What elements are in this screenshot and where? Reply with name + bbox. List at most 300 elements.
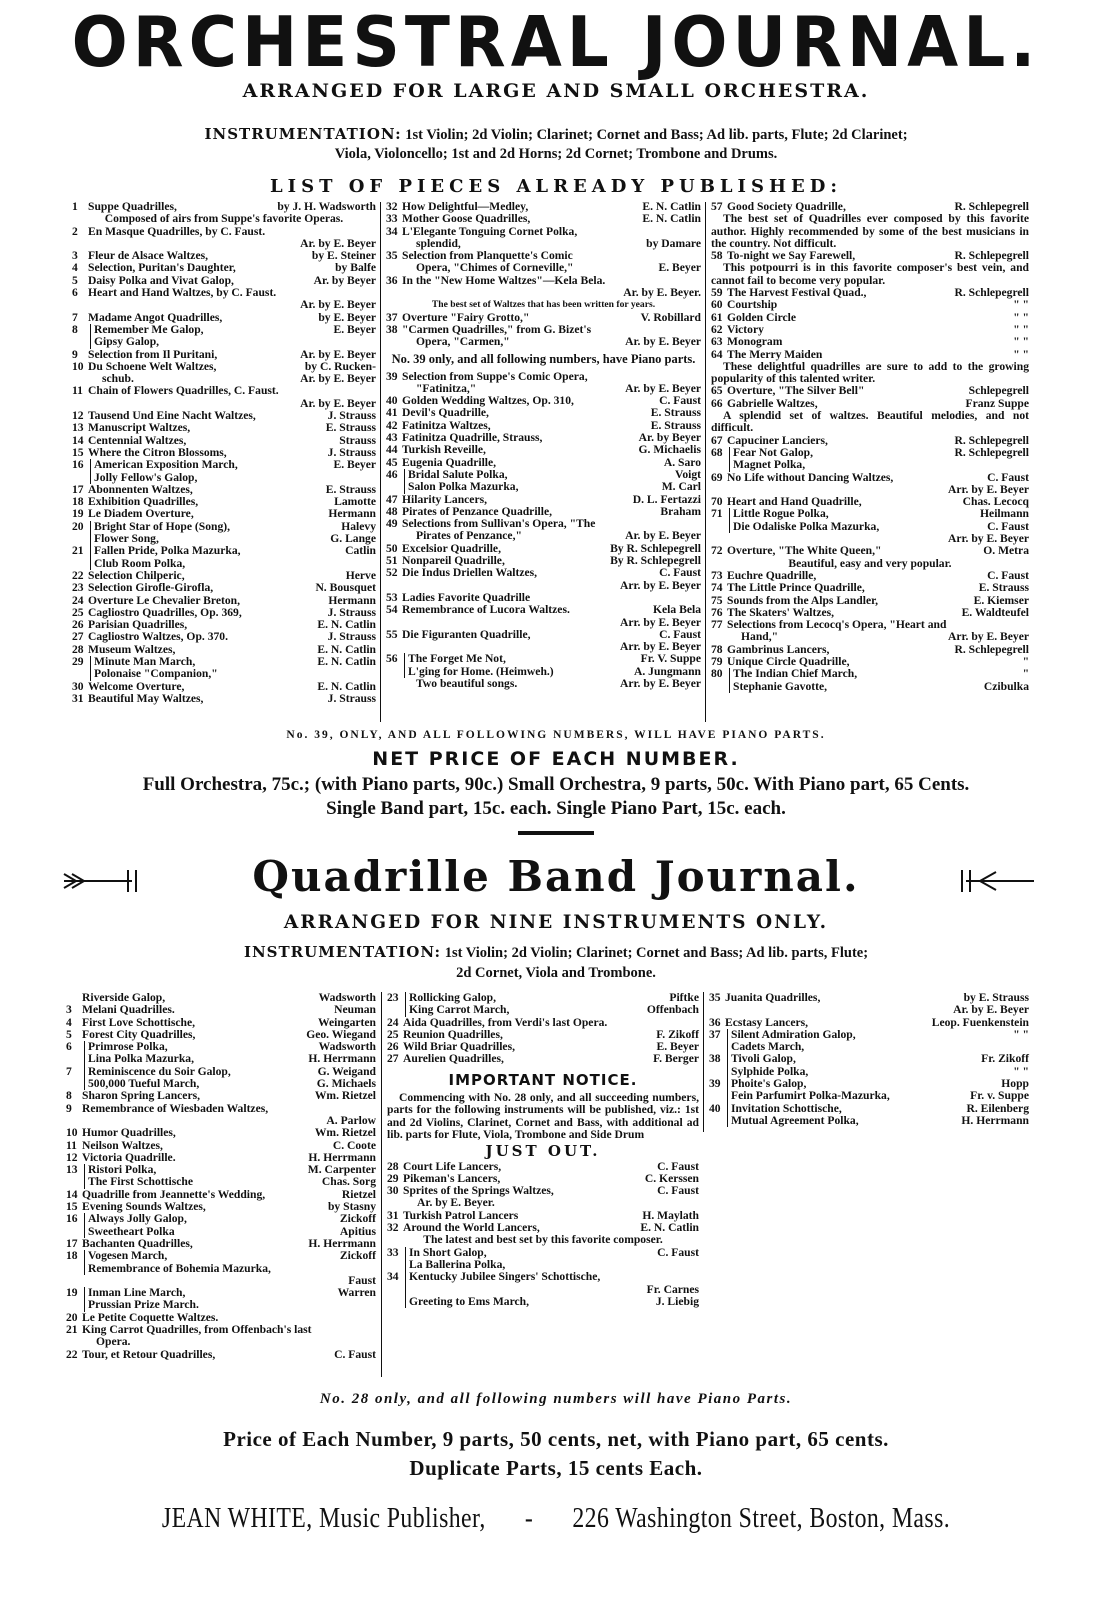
- piano-parts-note: No. 39, ONLY, AND ALL FOLLOWING NUMBERS, WILL HAVE PIANO PARTS.: [286, 729, 826, 741]
- item-number: 12: [72, 409, 84, 423]
- list-item: [387, 1161, 699, 1173]
- item-title: En Masque Quadrilles, by C. Faust.: [88, 225, 266, 238]
- item-number: 9: [72, 347, 78, 361]
- item-number: 66: [711, 396, 723, 410]
- list-item: [711, 582, 1029, 594]
- item-composer: J. Strauss: [327, 409, 376, 423]
- item-composer: G. Michaelis: [638, 443, 701, 457]
- item-title: Silent Admiration Galop,: [727, 1029, 1009, 1041]
- item-composer: Ar. by Beyer: [313, 273, 376, 287]
- item-title: Jolly Fellow's Galop,: [90, 472, 376, 484]
- item-number: 70: [711, 495, 723, 509]
- list-item: [709, 1004, 1029, 1016]
- item-number: [66, 1336, 82, 1348]
- item-number: 17: [72, 482, 84, 496]
- item-title: Mother Goose Quadrilles,: [402, 213, 531, 226]
- item-number: 67: [711, 433, 723, 447]
- ornamental-arrow-right-icon: [956, 866, 1036, 896]
- item-title: Remembrance of Bohemia Mazurka,: [84, 1263, 376, 1275]
- item-number: 43: [386, 431, 398, 445]
- item-number: 10: [72, 359, 84, 373]
- item-composer: Fr. v. Suppe: [970, 1089, 1029, 1103]
- list-item: [66, 1201, 376, 1213]
- item-composer: R. Schlepegrell: [954, 200, 1029, 213]
- item-number: 58: [711, 249, 723, 263]
- item-title: Wild Briar Quadrilles,: [403, 1041, 515, 1054]
- item-title: Sweetheart Polka: [84, 1226, 336, 1238]
- item-title: Turkish Patrol Lancers: [403, 1209, 519, 1222]
- item-title: Overture Le Chevalier Breton,: [88, 594, 240, 607]
- item-composer: E. Beyer: [333, 322, 376, 336]
- item-number: 5: [72, 273, 78, 287]
- item-composer: C. Faust: [657, 1159, 699, 1173]
- item-composer: Ar. by E. Beyer.: [623, 286, 701, 300]
- item-title: Le Petite Coquette Waltzes.: [82, 1311, 219, 1324]
- item-number: [387, 1284, 403, 1296]
- item-number: 28: [387, 1159, 399, 1173]
- item-composer: by E. Beyer: [318, 310, 376, 324]
- item-composer: E. Strauss: [978, 581, 1029, 595]
- item-composer: J. Strauss: [327, 691, 376, 705]
- list-item: [66, 1140, 376, 1152]
- item-composer: M. Carl: [661, 480, 701, 494]
- list-item: [66, 1312, 376, 1324]
- item-title: Monogram: [727, 336, 783, 349]
- item-number: 51: [386, 554, 398, 568]
- quadrille-piano-note: No. 28 only, and all following numbers will have Piano Parts.: [319, 1391, 793, 1407]
- item-title: Museum Waltzes,: [88, 643, 176, 656]
- item-title: Die Figuranten Quadrille,: [402, 628, 531, 641]
- item-title: Capuciner Lanciers,: [727, 434, 828, 447]
- item-title: Excelsior Quadrille,: [402, 542, 501, 555]
- item-composer: C. Faust: [987, 519, 1029, 533]
- subtitle: ARRANGED FOR LARGE AND SMALL ORCHESTRA.: [242, 80, 870, 102]
- list-item: [66, 1349, 376, 1361]
- item-composer: R. Schlepegrell: [954, 433, 1029, 447]
- item-composer: Kela Bela: [653, 603, 701, 617]
- instrumentation-text: 1st Violin; 2d Violin; Clarinet; Cornet and Bass; Ad lib. parts, Flute; 2d Clarinet;: [405, 127, 908, 143]
- item-number: 33: [387, 1245, 399, 1259]
- list-item: [711, 336, 1029, 348]
- item-number: 15: [72, 445, 84, 459]
- item-composer: by C. Rucken-: [304, 359, 376, 373]
- item-composer: J. Strauss: [327, 445, 376, 459]
- list-note: These delightful quadrilles are sure to add to the growing popularity of this talented writer.: [711, 359, 1029, 386]
- item-title: Forest City Quadrilles,: [82, 1028, 196, 1041]
- item-number: 4: [66, 1015, 72, 1029]
- item-number: 21: [72, 544, 84, 558]
- item-number: 64: [711, 347, 723, 361]
- item-title: Suppe Quadrilles,: [88, 201, 177, 213]
- item-title: Little Rogue Polka,: [729, 508, 976, 520]
- item-number: [386, 336, 402, 348]
- item-number: [711, 459, 727, 471]
- item-composer: E. Beyer: [658, 261, 701, 275]
- item-number: 29: [72, 654, 84, 668]
- item-number: [709, 1090, 725, 1102]
- item-composer: V. Robillard: [640, 310, 701, 324]
- item-composer: Piftke: [669, 991, 699, 1004]
- item-title: The First Schottische: [84, 1176, 318, 1188]
- item-number: 63: [711, 335, 723, 349]
- item-title: [402, 580, 616, 592]
- item-title: "Fatinitza,": [416, 382, 477, 395]
- item-number: 18: [66, 1249, 78, 1263]
- list-note: This potpourri is in this favorite composer's best vein, and cannot fail to become very popular.: [711, 261, 1029, 287]
- list-note: The latest and best set by this favorite composer.: [423, 1233, 663, 1247]
- item-composer: Warren: [337, 1286, 376, 1300]
- list-item: [387, 1173, 699, 1185]
- item-number: 23: [387, 991, 399, 1004]
- item-title: Tausend Und Eine Nacht Waltzes,: [88, 410, 256, 423]
- list-item: [711, 349, 1029, 361]
- item-composer: " ": [1013, 335, 1029, 349]
- list-item: [709, 1029, 1029, 1041]
- list-item: [711, 644, 1029, 656]
- item-number: 32: [387, 1221, 399, 1235]
- item-title: [88, 299, 296, 311]
- item-number: 3: [66, 1003, 72, 1017]
- list-item: [72, 324, 376, 336]
- list-item: [387, 1247, 699, 1259]
- item-number: 34: [387, 1270, 399, 1284]
- item-title: [402, 287, 619, 299]
- item-title: Fein Parfumirt Polka-Mazurka,: [727, 1090, 966, 1102]
- item-title: The best set of Waltzes that has been written for years.: [431, 299, 656, 311]
- item-number: 65: [711, 384, 723, 398]
- list-item: [711, 312, 1029, 324]
- item-number: [386, 287, 402, 299]
- item-title: Polonaise "Companion,": [90, 668, 376, 680]
- item-number: 8: [72, 322, 78, 336]
- item-title: Victory: [727, 323, 764, 336]
- list-item: [72, 656, 376, 668]
- list-note: Commencing with No. 28 only, and all succeeding numbers, parts for the following instruments will be published, viz.: 1st and 2d Violins, Clarinet, Cornet and Bass, with additional ad lib. parts for Flute, Viola, Trombone and Side Drum: [387, 1091, 699, 1141]
- item-number: 25: [387, 1027, 399, 1041]
- item-composer: Rietzel: [341, 1187, 376, 1201]
- item-title: Ecstasy Lancers,: [725, 1016, 809, 1029]
- item-number: [66, 1053, 82, 1065]
- list-item: [66, 1127, 376, 1139]
- item-number: [386, 678, 402, 690]
- item-title: Sprites of the Springs Waltzes,: [403, 1185, 554, 1198]
- list-item: [711, 459, 1029, 471]
- item-title: Selection from Planquette's Comic: [402, 250, 573, 263]
- item-composer: H. Herrmann: [308, 1236, 376, 1250]
- item-title: Gambrinus Lancers,: [727, 643, 830, 656]
- item-composer: G. Weigand: [317, 1064, 376, 1078]
- list-item: [387, 1017, 699, 1029]
- item-title: [405, 1284, 643, 1296]
- item-title: Sylphide Polka,: [727, 1066, 1009, 1078]
- item-composer: C. Faust: [657, 1184, 699, 1198]
- list-item: [72, 693, 376, 705]
- item-composer: E. Strauss: [325, 421, 376, 435]
- item-number: 6: [66, 1040, 72, 1054]
- item-number: 53: [386, 590, 398, 604]
- item-title: Ristori Polka,: [84, 1164, 304, 1176]
- item-title: Daisy Polka and Vivat Galop,: [88, 274, 234, 287]
- item-composer: C. Faust: [987, 470, 1029, 484]
- item-composer: Arr. by E. Beyer: [619, 640, 701, 654]
- item-title: Opera.: [96, 1336, 131, 1349]
- item-number: [72, 472, 88, 484]
- item-title: Selection from Il Puritani,: [88, 348, 218, 361]
- item-composer: E. Strauss: [325, 482, 376, 496]
- item-composer: E. N. Catlin: [642, 200, 701, 213]
- item-composer: Offenbach: [646, 1003, 699, 1017]
- item-number: 2: [72, 224, 78, 238]
- item-number: [72, 299, 88, 311]
- item-title: Overture, "The Silver Bell": [727, 385, 865, 398]
- item-number: [711, 631, 727, 643]
- item-number: 40: [709, 1101, 721, 1115]
- list-item: [66, 1053, 376, 1065]
- list-item: [711, 656, 1029, 668]
- item-title: Sharon Spring Lancers,: [82, 1090, 201, 1103]
- item-title: The Harvest Festival Quad.,: [727, 287, 867, 300]
- item-composer: Arr. by E. Beyer: [947, 532, 1029, 546]
- publisher-line: [100, 1502, 1012, 1535]
- item-composer: C. Faust: [659, 394, 701, 408]
- item-number: [387, 1197, 403, 1209]
- list-item: [72, 472, 376, 484]
- item-title: Eugenia Quadrille,: [402, 456, 497, 469]
- item-number: 26: [387, 1040, 399, 1054]
- item-number: 24: [387, 1015, 399, 1029]
- item-title: Selection from Suppe's Comic Opera,: [402, 370, 588, 383]
- item-composer: E. Beyer: [333, 458, 376, 472]
- item-composer: G. Lange: [330, 532, 376, 546]
- list-item: [386, 653, 701, 665]
- item-number: 11: [72, 384, 83, 398]
- list-item: [72, 262, 376, 274]
- item-title: In the "New Home Waltzes"—Kela Bela.: [402, 274, 606, 287]
- item-number: 13: [66, 1163, 78, 1177]
- item-title: Selection, Puritan's Daughter,: [88, 262, 236, 275]
- list-item: [72, 631, 376, 643]
- item-title: schub.: [102, 373, 134, 386]
- item-title: Flower Song,: [90, 533, 326, 545]
- item-title: Ladies Favorite Quadrille: [402, 591, 531, 604]
- item-number: 3: [72, 249, 78, 263]
- item-composer: Fr. V. Suppe: [640, 652, 701, 666]
- item-title: splendid,: [416, 237, 461, 250]
- list-item: [386, 312, 701, 324]
- list-item: [386, 678, 701, 690]
- item-title: Club Room Polka,: [90, 558, 376, 570]
- item-composer: H. Maylath: [642, 1208, 699, 1222]
- item-title: Prussian Prize March.: [84, 1299, 376, 1311]
- item-composer: ": [1022, 667, 1029, 681]
- item-number: 39: [709, 1077, 721, 1091]
- item-number: 7: [66, 1064, 72, 1078]
- item-title: Evening Sounds Waltzes,: [82, 1201, 206, 1214]
- list-item: [386, 238, 701, 250]
- item-title: Cagliostro Waltzes, Op. 370.: [88, 631, 228, 644]
- just-out-heading: JUST OUT.: [485, 1142, 601, 1161]
- list-item: [72, 533, 376, 545]
- item-title: Selections from Sullivan's Opera, "The: [402, 518, 596, 531]
- list-item: [386, 213, 701, 225]
- item-title: Remembrance of Wiesbaden Waltzes,: [82, 1102, 269, 1115]
- item-title: In Short Galop,: [405, 1247, 653, 1259]
- item-composer: " ": [1013, 298, 1029, 312]
- item-number: [66, 1263, 82, 1275]
- item-title: Minute Man March,: [90, 656, 313, 668]
- item-composer: R. Eilenberg: [966, 1101, 1029, 1115]
- list-item: [386, 383, 701, 395]
- item-title: Overture "Fairy Grotto,": [402, 311, 530, 324]
- list-item: [386, 481, 701, 493]
- item-number: 11: [66, 1138, 77, 1152]
- item-composer: Czibulka: [983, 679, 1029, 693]
- item-number: [711, 521, 727, 533]
- list-item: [386, 250, 701, 262]
- item-composer: Heilmann: [980, 507, 1029, 521]
- item-number: 44: [386, 443, 398, 457]
- item-composer: Faust: [348, 1273, 376, 1287]
- list-item: [711, 447, 1029, 459]
- item-composer: A. Saro: [663, 455, 701, 469]
- item-title: Rollicking Galop,: [405, 992, 665, 1004]
- item-composer: Wm. Rietzel: [314, 1126, 376, 1140]
- item-composer: E. Waldteufel: [961, 605, 1029, 619]
- list-item: [386, 262, 701, 274]
- item-title: Aida Quadrilles, from Verdi's last Opera.: [403, 1016, 608, 1029]
- item-composer: Ar. by E. Beyer: [300, 396, 376, 410]
- item-title: [727, 533, 944, 545]
- orchestral-column-2: [386, 201, 701, 690]
- item-number: 18: [72, 495, 84, 509]
- list-subheading: No. 39 only, and all following numbers, have Piano parts.: [391, 351, 696, 366]
- item-number: 23: [72, 581, 84, 595]
- item-composer: Arr. by E. Beyer: [619, 676, 701, 690]
- item-number: 75: [711, 593, 723, 607]
- item-title: Courtship: [727, 299, 778, 312]
- list-item: [711, 385, 1029, 397]
- item-composer: D. L. Fertazzi: [632, 492, 701, 506]
- item-title: Where the Citron Blossoms,: [88, 446, 227, 459]
- item-title: Beautiful, easy and very popular.: [788, 557, 952, 570]
- item-title: Two beautiful songs.: [416, 677, 518, 690]
- list-item: [711, 545, 1029, 557]
- item-title: To-night we Say Farewell,: [727, 250, 856, 263]
- item-composer: Hermann: [328, 507, 376, 521]
- list-item: [711, 287, 1029, 299]
- item-composer: E. N. Catlin: [317, 654, 376, 668]
- list-item: [711, 472, 1029, 484]
- item-composer: F. Berger: [653, 1052, 699, 1066]
- price-line-1: Full Orchestra, 75c.; (with Piano parts, 90c.) Small Orchestra, 9 parts, 50c. With Piano part, 65 Cents.: [142, 774, 970, 795]
- item-number: [386, 262, 402, 274]
- item-title: Selection Chilperic,: [88, 569, 185, 582]
- item-title: King Carrot Quadrilles, from Offenbach's last: [82, 1324, 312, 1337]
- item-title: L'Elegante Tonguing Cornet Polka,: [402, 225, 578, 238]
- item-composer: Zickoff: [339, 1249, 376, 1263]
- item-number: 29: [387, 1171, 399, 1185]
- list-item: [387, 1284, 699, 1296]
- item-number: [386, 481, 402, 493]
- list-item: [387, 1029, 699, 1041]
- column-divider: [380, 202, 381, 722]
- item-composer: Chas. Sorg: [321, 1175, 376, 1189]
- list-item: [66, 1090, 376, 1102]
- item-composer: Chas. Lecocq: [962, 495, 1029, 509]
- separator: -: [524, 1502, 534, 1534]
- item-title: Composed of airs from Suppe's favorite Operas.: [104, 213, 344, 226]
- item-composer: Fr. Carnes: [646, 1282, 699, 1296]
- item-number: 56: [386, 652, 398, 666]
- item-number: [387, 1296, 403, 1308]
- item-composer: by Stasny: [327, 1200, 376, 1214]
- item-composer: J. Liebig: [655, 1294, 699, 1308]
- price-line-2: Single Band part, 15c. each. Single Piano Part, 15c. each.: [326, 798, 786, 819]
- item-title: Quadrille from Jeannette's Wedding,: [82, 1188, 266, 1201]
- item-title: Lina Polka Mazurka,: [84, 1053, 304, 1065]
- quadrille-price-line-2: Duplicate Parts, 15 cents Each.: [409, 1456, 703, 1480]
- item-number: 49: [386, 517, 398, 531]
- item-title: Die Indus Driellen Waltzes,: [402, 567, 538, 580]
- item-title: Always Jolly Galop,: [84, 1213, 336, 1225]
- item-title: Remember Me Galop,: [90, 324, 330, 336]
- list-item: [386, 444, 701, 456]
- quadrille-instrumentation-line-1: [0, 943, 1112, 962]
- item-composer: Weingarten: [318, 1015, 376, 1029]
- item-number: 34: [386, 224, 398, 238]
- item-composer: Braham: [660, 504, 701, 518]
- item-composer: Fr. Zikoff: [981, 1052, 1029, 1066]
- list-item: [387, 1053, 699, 1065]
- item-title: Invitation Schottische,: [727, 1103, 963, 1115]
- item-number: 8: [66, 1089, 72, 1103]
- list-item: [387, 1259, 699, 1271]
- item-title: Selection Girofle-Girofla,: [88, 582, 214, 595]
- item-title: Magnet Polka,: [729, 459, 1029, 471]
- item-composer: C. Faust: [659, 566, 701, 580]
- item-title: Centennial Waltzes,: [88, 434, 187, 447]
- item-composer: H. Herrmann: [308, 1150, 376, 1164]
- list-item: [386, 336, 701, 348]
- item-number: 37: [386, 310, 398, 324]
- item-number: 55: [386, 627, 398, 641]
- item-number: 36: [709, 1015, 721, 1029]
- item-number: 52: [386, 566, 398, 580]
- item-number: [709, 1115, 725, 1127]
- quadrille-subtitle: ARRANGED FOR NINE INSTRUMENTS ONLY.: [283, 912, 829, 933]
- list-note: The best set of Quadrilles ever composed by this favorite author. Highly recommended by some of the best musicians in the country. Not difficult.: [711, 212, 1029, 250]
- item-composer: C. Faust: [659, 627, 701, 641]
- item-composer: R. Schlepegrell: [954, 642, 1029, 656]
- item-title: Cadets March,: [727, 1041, 1029, 1053]
- list-item: [386, 555, 701, 567]
- item-number: 19: [72, 507, 84, 521]
- list-item: [72, 312, 376, 324]
- item-composer: C. Faust: [657, 1245, 699, 1259]
- item-title: Reminiscence du Soir Galop,: [84, 1066, 314, 1078]
- instrumentation-text: 1st Violin; 2d Violin; Clarinet; Cornet and Bass; Ad lib. parts, Flute;: [444, 945, 869, 961]
- item-composer: by Balfe: [335, 261, 376, 275]
- item-number: 26: [72, 618, 84, 632]
- item-composer: Ar. by E. Beyer: [300, 298, 376, 312]
- list-item: [66, 1287, 376, 1299]
- item-composer: By R. Schlepegrell: [610, 541, 701, 555]
- item-title: Gabrielle Waltzes,: [727, 397, 818, 410]
- item-composer: E. N. Catlin: [640, 1221, 699, 1235]
- list-item: [711, 631, 1029, 643]
- quadrille-column-2: [387, 992, 699, 1308]
- item-number: 27: [72, 630, 84, 644]
